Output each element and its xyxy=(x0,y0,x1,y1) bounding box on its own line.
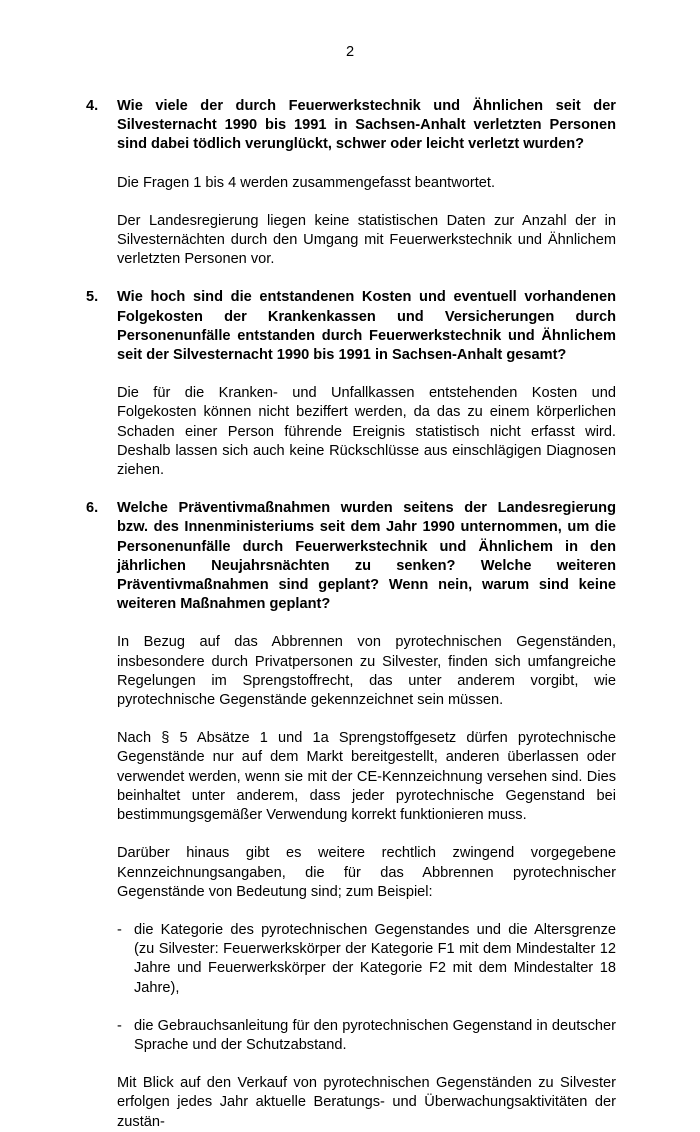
question-5 xyxy=(86,288,616,365)
document-content xyxy=(86,97,616,1132)
question-text: Wie viele der durch Feuerwerkstechnik und Ähnlichen seit der Silvesternacht 1990 bis 1991 in Sachsen-Anhalt verletzten Personen sind dabei tödlich verunglückt, schwer oder leicht verletzt wurden? xyxy=(117,98,616,153)
list-item xyxy=(117,1017,616,1055)
question-number: 6. xyxy=(86,500,99,517)
question-text: Wie hoch sind die entstandenen Kosten und eventuell vorhandenen Folgekosten der Krankenkassen und Versicherungen durch Personenunfälle entstanden durch Feuerwerkstechnik und Ähnlichem seit der Silvesternacht 1990 bis 1991 in Sachsen-Anhalt gesamt? xyxy=(117,289,616,364)
answer-paragraph: Die Fragen 1 bis 4 werden zusammengefasst beantwortet. xyxy=(117,174,496,191)
list-item-text: die Kategorie des pyrotechnischen Gegenstandes und die Altersgrenze (zu Silvester: Feuerwerkskörper der Kategorie F1 mit dem Mindestalter 12 Jahre und Feuerwerkskörper der Kategorie F2 mit dem Mindestalter 18 Jahre), xyxy=(134,921,616,996)
bullet-dash: - xyxy=(117,1017,122,1034)
question-text: Welche Präventivmaßnahmen wurden seitens der Landesregierung bzw. des Innenministeriums seit dem Jahr 1990 unternommen, um die Personenunfälle durch Feuerwerkstechnik und Ähnlichem in den jährlichen Neujahrsnächten zu senken? Welche weiteren Präventivmaßnahmen sind geplant? Wenn nein, warum sind keine weiteren Maßnahmen geplant? xyxy=(117,500,616,613)
answer-paragraph: Die für die Kranken- und Unfallkassen entstehenden Kosten und Folgekosten können nicht beziffert werden, da das zu einem körperlichen Schaden einer Person führende Ereignis statistisch nicht erfasst wird. Deshalb lassen sich auch keine Rückschlüsse aus einschlägigen Diagnosen ziehen. xyxy=(117,385,616,479)
answer-paragraph: In Bezug auf das Abbrennen von pyrotechnischen Gegenständen, insbesondere durch Privatpersonen zu Silvester, finden sich umfangreiche Regelungen im Sprengstoffrecht, das unter anderem vorgibt, wie pyrotechnische Gegenstände gekennzeichnet sein müssen. xyxy=(117,634,616,709)
question-4 xyxy=(86,97,616,155)
bullet-dash: - xyxy=(117,921,122,938)
question-6 xyxy=(86,499,616,614)
list-item-text: die Gebrauchsanleitung für den pyrotechnischen Gegenstand in deutscher Sprache und der Schutzabstand. xyxy=(134,1017,616,1053)
list-item xyxy=(117,921,616,998)
page-number: 2 xyxy=(345,44,355,60)
answer-paragraph: Nach § 5 Absätze 1 und 1a Sprengstoffgesetz dürfen pyrotechnische Gegenstände nur auf dem Markt bereitgestellt, anderen überlassen oder verwendet werden, wenn sie mit der CE-Kennzeichnung versehen sind. Dies beinhaltet unter anderem, dass jeder pyrotechnische Gegenstand bei bestimmungsgemäßer Verwendung korrekt funktionieren muss. xyxy=(117,730,616,824)
answer-paragraph: Darüber hinaus gibt es weitere rechtlich zwingend vorgegebene Kennzeichnungsangaben, die für das Abbrennen pyrotechnischer Gegenstände von Bedeutung sind; zum Beispiel: xyxy=(117,845,616,900)
answer-paragraph: Der Landesregierung liegen keine statistischen Daten zur Anzahl der in Silvesternächten durch den Umgang mit Feuerwerkstechnik und Ähnlichem verletzten Personen vor. xyxy=(117,212,616,268)
question-number: 5. xyxy=(86,289,99,306)
closing-paragraph: Mit Blick auf den Verkauf von pyrotechnischen Gegenständen zu Silvester erfolgen jedes Jahr aktuelle Beratungs- und Überwachungsaktivitäten der zustän- xyxy=(117,1075,616,1130)
question-number: 4. xyxy=(86,98,99,114)
